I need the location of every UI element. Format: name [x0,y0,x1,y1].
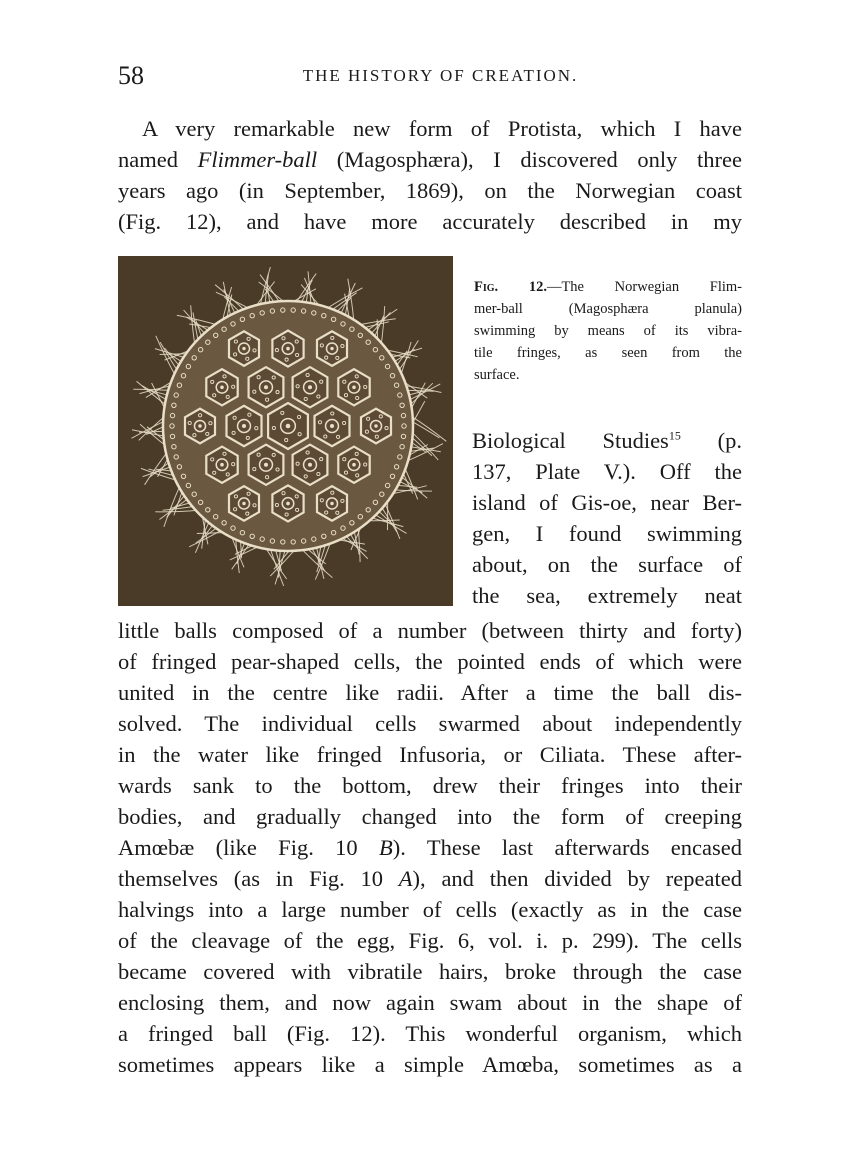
nucleolus [330,502,333,505]
figure-label: Fig. 12. [474,279,547,295]
body-line: solved. The individual cells swarmed about independently [118,711,742,736]
nucleolus [308,385,312,389]
magosphaera-drawing [118,256,453,606]
cilium [260,275,280,304]
cilium [160,342,178,371]
body-line: themselves (as in Fig. 10 A), and then divided by repeated [118,866,742,891]
nucleolus [286,424,291,429]
nucleolus [374,424,377,427]
body-line: united in the centre like radii. After a time the ball dis- [118,680,742,705]
page-header [118,58,743,94]
nucleolus [286,502,290,506]
nucleolus [198,424,201,427]
cilium [301,548,333,577]
cilium [163,506,195,510]
running-title: THE HISTORY OF CREATION. [302,66,579,85]
nucleolus [242,502,245,505]
nucleolus [220,463,224,467]
cilium [393,490,432,491]
body-line: the sea, extremely neat [472,583,742,608]
nucleolus [330,347,333,350]
body-line: in the water like fringed Infusoria, or Ciliata. These after- [118,742,742,767]
body-line: of fringed pear-shaped cells, the pointed ends of which were [118,649,742,674]
nucleolus [220,385,224,389]
cilium [404,467,418,500]
nucleolus [352,463,356,467]
cilium [270,549,295,576]
nucleolus [308,463,312,467]
cilium [381,306,385,346]
nucleolus [330,424,334,428]
body-line: bodies, and gradually changed into the form of creeping [118,804,742,829]
nucleolus [242,347,245,350]
body-line: Amœbæ (like Fig. 10 B). These last afterwards encased [118,835,742,860]
cilium [145,452,168,485]
cilium [167,494,186,517]
cilium [400,342,411,376]
nucleolus [242,424,246,428]
footnote-ref: 15 [668,428,681,443]
body-line: a fringed ball (Fig. 12). This wonderful organism, which [118,1021,742,1046]
nucleolus [264,385,268,389]
cilium [195,521,209,553]
page-number: 58 [118,61,144,90]
body-line: years ago (in September, 1869), on the Norwegian coast [118,178,742,203]
italic-term: Flimmer-ball [197,147,318,172]
body-line: enclosing them, and now again swam about in the shape of [118,990,742,1015]
cilium [142,386,167,401]
body-line: halvings into a large number of cells (exactly as in the case [118,897,742,922]
body-line: island of Gis-oe, near Ber- [472,490,742,515]
cilium [155,510,198,512]
figure-12-illustration [118,256,453,606]
cilium [215,285,245,311]
body-line: Biological Studies$^{15}$ (p. [472,428,742,453]
cilium [411,416,447,442]
body-line: A very remarkable new form of Protista, which I have [142,116,742,141]
nucleolus [286,347,290,351]
body-line: wards sank to the bottom, drew their fringes into their [118,773,742,798]
figure-caption: Fig. 12.—The Norwegian Flim- mer-ball (Magosphæra planula) swimming by means of its vibra- tile fringes, as seen from the surface. [474,279,742,383]
cilium [150,462,170,477]
body-line: sometimes appears like a simple Amœba, sometimes as a [118,1052,742,1077]
body-line: 137, Plate V.). Off the [472,459,742,484]
body-line: gen, I found swimming [472,521,742,546]
body-line: (Fig. 12), and have more accurately described in my [118,209,742,234]
nucleolus [264,463,268,467]
cilium [411,431,438,460]
body-line: little balls composed of a number (between thirty and forty) [118,618,742,643]
cilium [191,305,195,345]
nucleolus [352,385,356,389]
body-line: about, on the surface of [472,552,742,577]
body-line: of the cleavage of the egg, Fig. 6, vol. i. p. 299). The cells [118,928,742,953]
body-line: named Flimmer-ball (Magosphæra), I discovered only three [118,147,742,172]
cilium [216,292,250,309]
body-line: became covered with vibratile hairs, broke through the case [118,959,742,984]
